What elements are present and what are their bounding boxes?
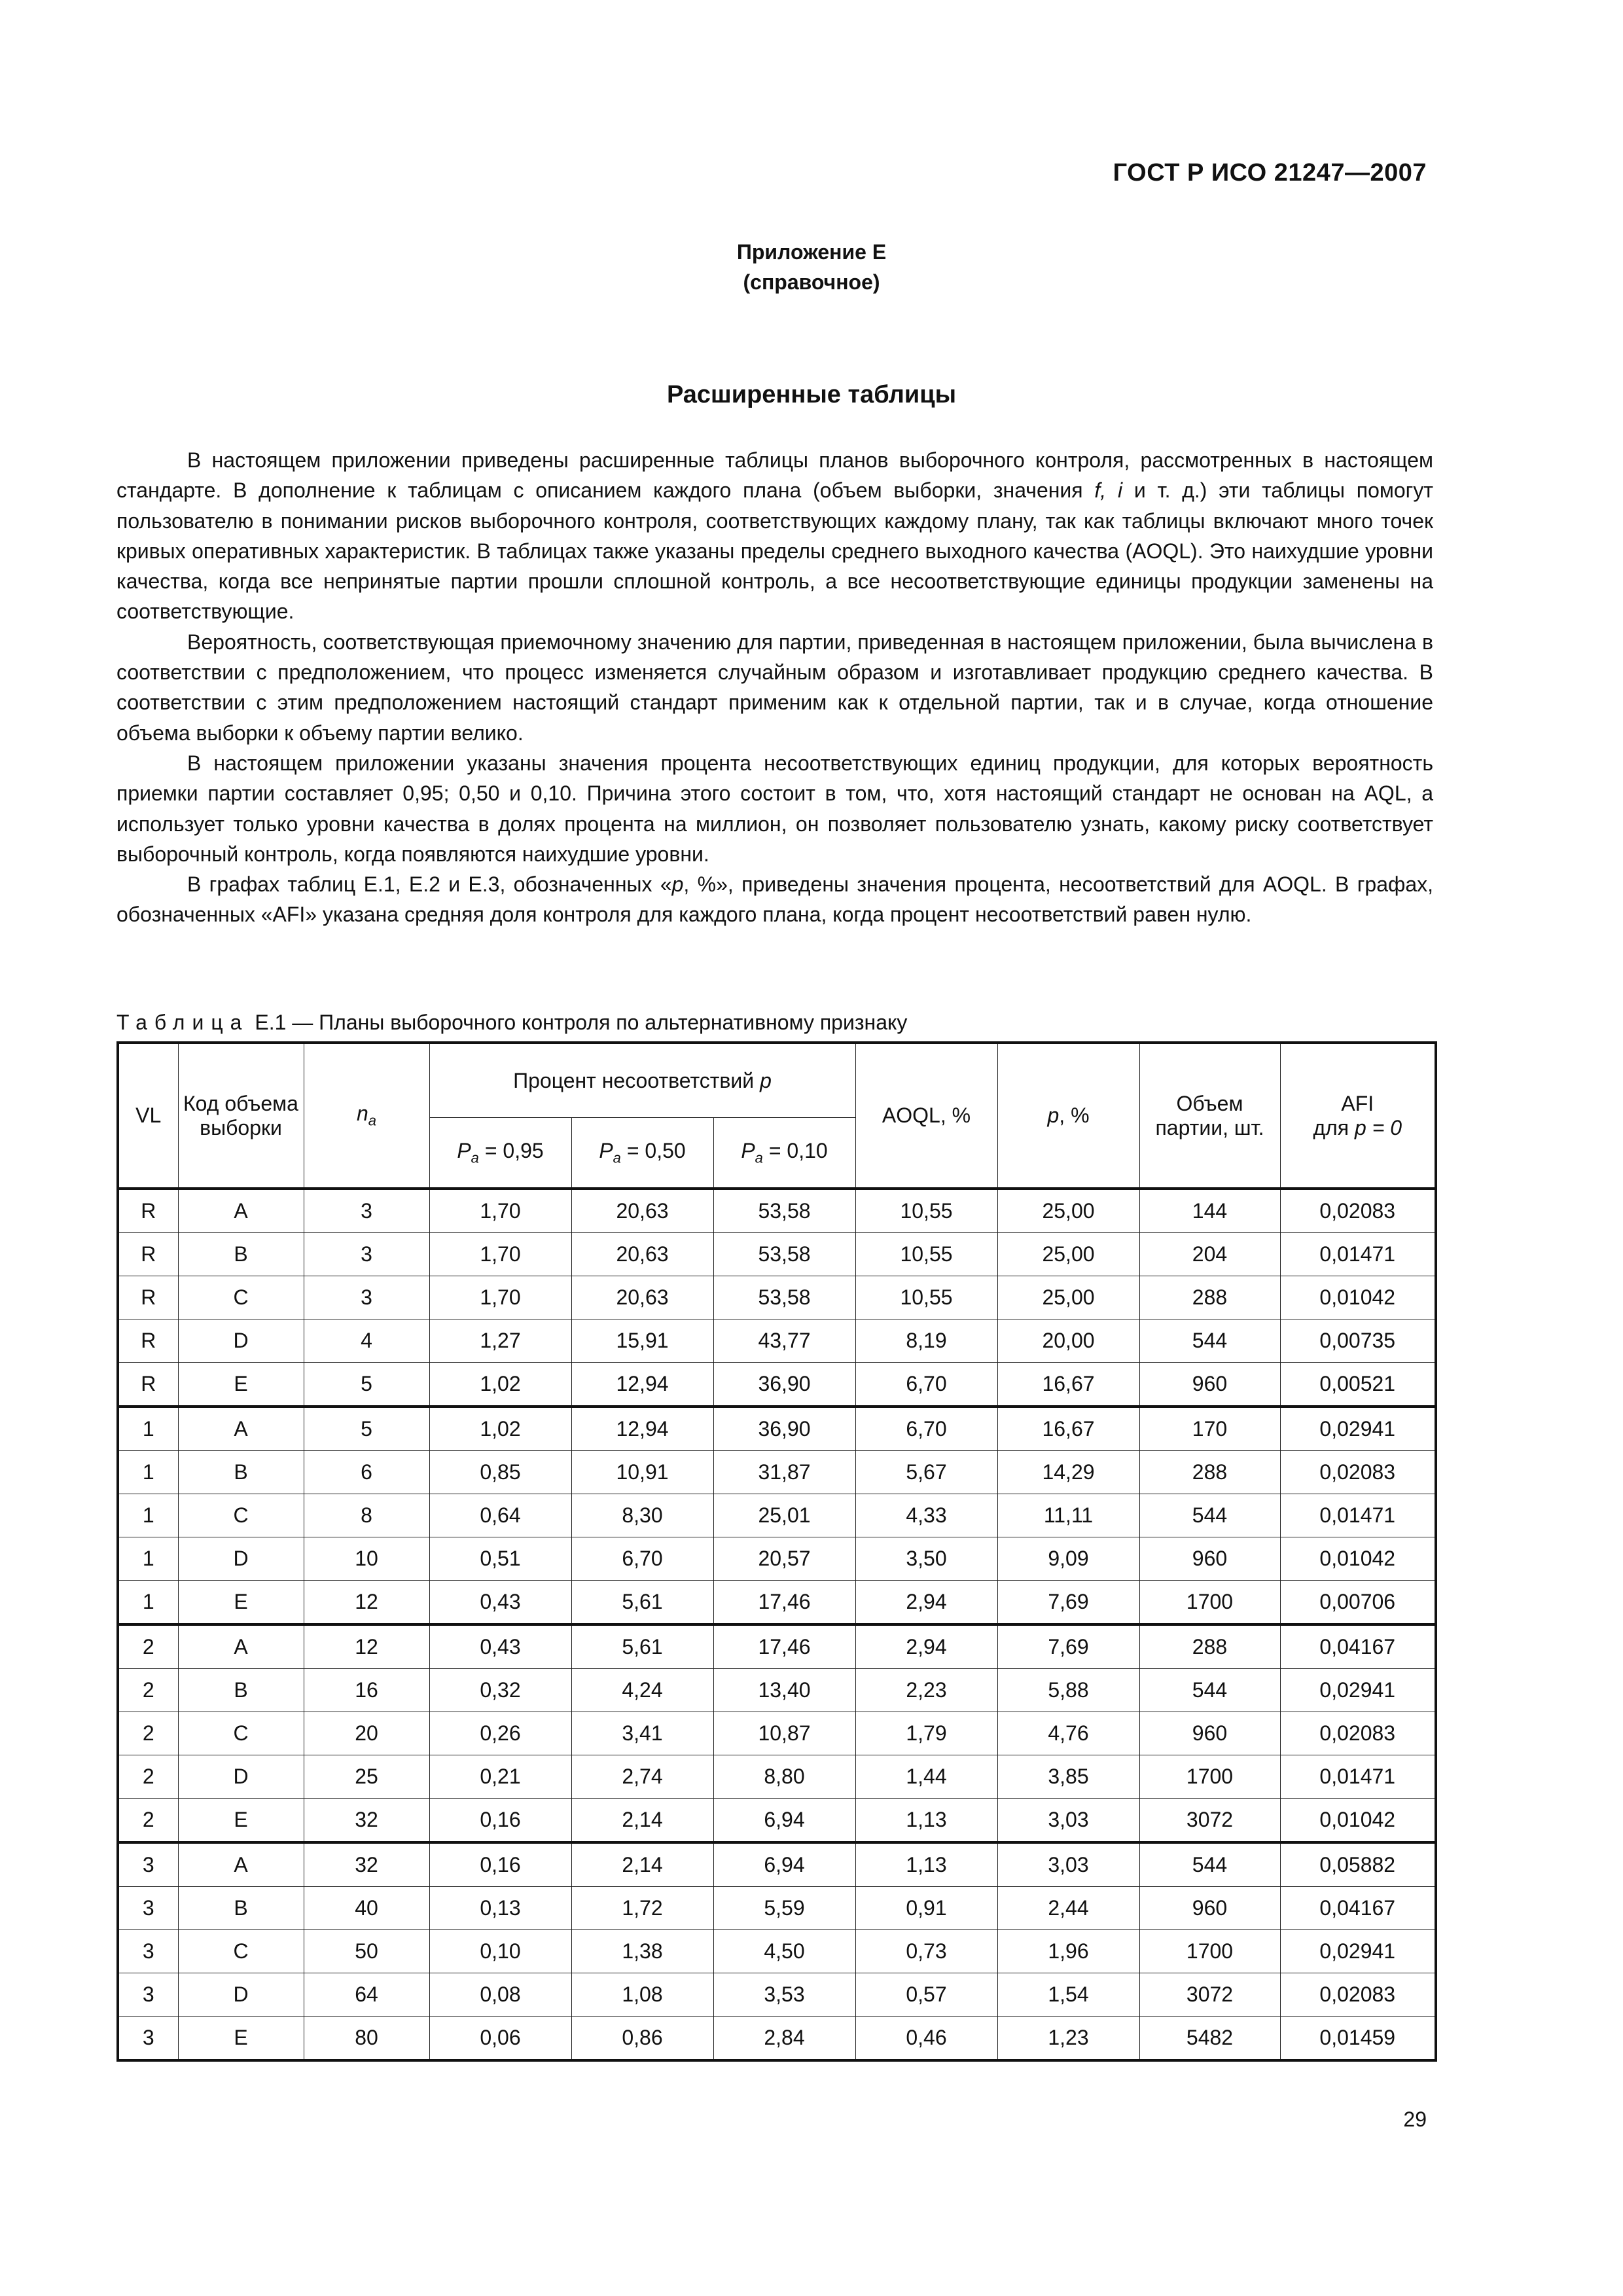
table-cell: 0,01471 [1280, 1494, 1436, 1537]
table-cell: 3 [304, 1233, 429, 1276]
table-cell: 1,44 [855, 1755, 997, 1799]
table-cell: 1700 [1139, 1930, 1280, 1973]
header-p-var: p [1047, 1103, 1060, 1127]
table-cell: 3 [118, 1887, 178, 1930]
table-cell: 36,90 [713, 1407, 855, 1451]
table-cell: 6,94 [713, 1842, 855, 1887]
table-cell: 3,50 [855, 1537, 997, 1581]
table-cell: 204 [1139, 1233, 1280, 1276]
header-pa-main: P [741, 1138, 755, 1162]
table-cell: 10,55 [855, 1233, 997, 1276]
table-cell: 0,10 [429, 1930, 571, 1973]
table-cell: 544 [1139, 1669, 1280, 1712]
table-cell: 1,08 [571, 1973, 713, 2017]
table-row [118, 1799, 1436, 1843]
paragraph-italic: p [671, 872, 684, 897]
table-cell: 544 [1139, 1494, 1280, 1537]
table-cell: 12 [304, 1581, 429, 1625]
table-cell: 1,79 [855, 1712, 997, 1755]
table-row [118, 1669, 1436, 1712]
table-cell: 53,58 [713, 1189, 855, 1233]
page-number: 29 [1403, 2108, 1427, 2131]
table-cell: 0,51 [429, 1537, 571, 1581]
table-cell: 1,70 [429, 1233, 571, 1276]
table-cell: 32 [304, 1799, 429, 1843]
table-cell: B [178, 1887, 304, 1930]
annex-heading [0, 237, 1623, 297]
table-cell: 25,00 [997, 1189, 1139, 1233]
table-cell: 10 [304, 1537, 429, 1581]
table-row [118, 1407, 1436, 1451]
table-cell: 1,23 [997, 2017, 1139, 2061]
table-cell: 0,06 [429, 2017, 571, 2061]
table-row [118, 1842, 1436, 1887]
table-cell: 2,14 [571, 1799, 713, 1843]
table-row [118, 1581, 1436, 1625]
table-cell: 3,41 [571, 1712, 713, 1755]
table-cell: 0,02083 [1280, 1189, 1436, 1233]
table-cell: 1,72 [571, 1887, 713, 1930]
table-cell: 0,02941 [1280, 1407, 1436, 1451]
table-cell: 43,77 [713, 1319, 855, 1363]
table-cell: 0,91 [855, 1887, 997, 1930]
table-cell: 25,01 [713, 1494, 855, 1537]
table-cell: E [178, 1363, 304, 1407]
header-p-rest: , % [1059, 1103, 1090, 1127]
table-cell: 3 [304, 1189, 429, 1233]
table-cell: 2 [118, 1624, 178, 1669]
table-cell: 0,02941 [1280, 1669, 1436, 1712]
header-pa-050 [571, 1118, 713, 1189]
table-cell: 10,91 [571, 1451, 713, 1494]
table-cell: 0,02083 [1280, 1451, 1436, 1494]
table-cell: 0,04167 [1280, 1887, 1436, 1930]
table-cell: 170 [1139, 1407, 1280, 1451]
table-cell: 0,26 [429, 1712, 571, 1755]
header-pa-value: = 0,50 [620, 1138, 686, 1162]
table-cell: 2,44 [997, 1887, 1139, 1930]
paragraph-italic: f, i [1094, 478, 1123, 503]
document-code: ГОСТ Р ИСО 21247—2007 [1113, 159, 1427, 187]
table-cell: 0,43 [429, 1624, 571, 1669]
paragraph [116, 445, 1433, 627]
table-cell: 3 [118, 2017, 178, 2061]
table-cell: 1,02 [429, 1407, 571, 1451]
paragraph-text: В настоящем приложении приведены расширенные таблицы планов выборочного контроля, рассмотренных в настоящем стандарте. В дополнение к таблицам с описанием каждого плана (объем выборки, значения [116, 448, 1433, 503]
table-cell: 0,00521 [1280, 1363, 1436, 1407]
table-cell: B [178, 1669, 304, 1712]
table-row [118, 1363, 1436, 1407]
table-cell: R [118, 1189, 178, 1233]
table-cell: C [178, 1276, 304, 1319]
table-cell: 53,58 [713, 1276, 855, 1319]
table-cell: D [178, 1973, 304, 2017]
paragraph [116, 627, 1433, 748]
table-row [118, 1624, 1436, 1669]
table-cell: 0,00735 [1280, 1319, 1436, 1363]
table-cell: 12,94 [571, 1363, 713, 1407]
paragraph-text: В графах таблиц Е.1, Е.2 и Е.3, обозначенных « [187, 872, 672, 897]
table-cell: 20,57 [713, 1537, 855, 1581]
table-cell: 0,02083 [1280, 1973, 1436, 2017]
table-row [118, 1887, 1436, 1930]
table-row [118, 1494, 1436, 1537]
table-cell: 144 [1139, 1189, 1280, 1233]
table-cell: 1,13 [855, 1842, 997, 1887]
table-cell: 5,67 [855, 1451, 997, 1494]
paragraph-text: , %», приведены значения процента, несоответствий для AOQL. В графах, обозначенных «AFI» указана средняя доля контроля для каждого плана, когда процент несоответствий равен нулю. [116, 872, 1434, 927]
header-na-main: n [356, 1102, 368, 1126]
table-cell: 1,54 [997, 1973, 1139, 2017]
table-cell: 5 [304, 1363, 429, 1407]
table-cell: 3 [304, 1276, 429, 1319]
table-cell: 1 [118, 1407, 178, 1451]
header-na [304, 1043, 429, 1189]
table-cell: 0,05882 [1280, 1842, 1436, 1887]
table-cell: 0,13 [429, 1887, 571, 1930]
table-cell: 0,21 [429, 1755, 571, 1799]
table-cell: 20,63 [571, 1189, 713, 1233]
table-cell: 1,27 [429, 1319, 571, 1363]
table-cell: 5,59 [713, 1887, 855, 1930]
table-row [118, 1973, 1436, 2017]
table-cell: 11,11 [997, 1494, 1139, 1537]
header-na-sub: a [368, 1112, 377, 1129]
table-cell: 1 [118, 1451, 178, 1494]
table-cell: 2,23 [855, 1669, 997, 1712]
table-cell: 12,94 [571, 1407, 713, 1451]
table-cell: 15,91 [571, 1319, 713, 1363]
table-cell: 31,87 [713, 1451, 855, 1494]
header-percent-text: Процент несоответствий [513, 1068, 755, 1092]
table-cell: 4,33 [855, 1494, 997, 1537]
table-cell: 5482 [1139, 2017, 1280, 2061]
table-cell: 3 [118, 1842, 178, 1887]
table-cell: 3 [118, 1973, 178, 2017]
table-cell: 2 [118, 1755, 178, 1799]
header-afi-sub: для [1313, 1115, 1355, 1139]
table-cell: 960 [1139, 1537, 1280, 1581]
table-cell: 1 [118, 1494, 178, 1537]
table-cell: 7,69 [997, 1624, 1139, 1669]
table-cell: 10,87 [713, 1712, 855, 1755]
table-cell: 6,70 [571, 1537, 713, 1581]
header-pa-main: P [599, 1138, 613, 1162]
header-vl: VL [118, 1043, 178, 1189]
table-row [118, 1233, 1436, 1276]
table-cell: 1,02 [429, 1363, 571, 1407]
table-cell: 0,01042 [1280, 1537, 1436, 1581]
table-cell: 1 [118, 1581, 178, 1625]
table-cell: 25 [304, 1755, 429, 1799]
table-cell: 17,46 [713, 1581, 855, 1625]
table-cell: 544 [1139, 1319, 1280, 1363]
table-cell: 1,70 [429, 1276, 571, 1319]
section-title: Расширенные таблицы [666, 381, 957, 408]
table-cell: 0,32 [429, 1669, 571, 1712]
table-cell: A [178, 1189, 304, 1233]
table-cell: 6,70 [855, 1407, 997, 1451]
table-cell: 288 [1139, 1276, 1280, 1319]
header-pa-010 [713, 1118, 855, 1189]
header-percent-group [429, 1043, 855, 1118]
header-pa-sub: a [471, 1149, 479, 1166]
header-p-percent [997, 1043, 1139, 1189]
table-cell: 17,46 [713, 1624, 855, 1669]
table-row [118, 1930, 1436, 1973]
table-cell: 0,57 [855, 1973, 997, 2017]
table-cell: 5 [304, 1407, 429, 1451]
table-cell: 13,40 [713, 1669, 855, 1712]
table-cell: 3,03 [997, 1799, 1139, 1843]
table-cell: 20 [304, 1712, 429, 1755]
table-cell: 6,70 [855, 1363, 997, 1407]
table-cell: 14,29 [997, 1451, 1139, 1494]
header-pa-sub: a [755, 1149, 763, 1166]
table-cell: C [178, 1930, 304, 1973]
table-cell: 6,94 [713, 1799, 855, 1843]
table-cell: 0,02941 [1280, 1930, 1436, 1973]
table-cell: 0,01471 [1280, 1233, 1436, 1276]
table-cell: 10,55 [855, 1189, 997, 1233]
table-cell: 50 [304, 1930, 429, 1973]
table-cell: R [118, 1276, 178, 1319]
table-cell: A [178, 1407, 304, 1451]
table-cell: 4,50 [713, 1930, 855, 1973]
table-cell: 20,63 [571, 1233, 713, 1276]
table-row [118, 1276, 1436, 1319]
table-row [118, 1537, 1436, 1581]
body-text [116, 445, 1433, 930]
table-cell: E [178, 1581, 304, 1625]
table-cell: 2,94 [855, 1624, 997, 1669]
table-cell: 6 [304, 1451, 429, 1494]
table-caption [116, 1011, 907, 1035]
table-cell: 1,13 [855, 1799, 997, 1843]
table-row [118, 1189, 1436, 1233]
table-cell: 0,08 [429, 1973, 571, 2017]
table-cell: D [178, 1537, 304, 1581]
sampling-plans-table [116, 1041, 1437, 2062]
table-cell: 80 [304, 2017, 429, 2061]
table-cell: 20,63 [571, 1276, 713, 1319]
table-cell: 12 [304, 1624, 429, 1669]
table-cell: 10,55 [855, 1276, 997, 1319]
table-cell: 8,80 [713, 1755, 855, 1799]
table-cell: 0,16 [429, 1842, 571, 1887]
table-cell: 3,85 [997, 1755, 1139, 1799]
table-cell: 1,38 [571, 1930, 713, 1973]
table-cell: B [178, 1233, 304, 1276]
table-cell: 0,85 [429, 1451, 571, 1494]
header-code: Код объема выборки [178, 1043, 304, 1189]
table-cell: 2 [118, 1669, 178, 1712]
table-cell: 7,69 [997, 1581, 1139, 1625]
table-row [118, 2017, 1436, 2061]
annex-type: (справочное) [743, 270, 880, 294]
table-row [118, 1755, 1436, 1799]
table-cell: 0,01471 [1280, 1755, 1436, 1799]
table-cell: C [178, 1494, 304, 1537]
table-cell: R [118, 1319, 178, 1363]
table-cell: 5,88 [997, 1669, 1139, 1712]
table-cell: 25,00 [997, 1233, 1139, 1276]
table-cell: 1700 [1139, 1581, 1280, 1625]
table-cell: 32 [304, 1842, 429, 1887]
table-cell: 288 [1139, 1624, 1280, 1669]
table-cell: 3072 [1139, 1799, 1280, 1843]
table-cell: 0,64 [429, 1494, 571, 1537]
table-cell: 0,01042 [1280, 1276, 1436, 1319]
table-cell: 9,09 [997, 1537, 1139, 1581]
table-cell: 0,02083 [1280, 1712, 1436, 1755]
paragraph [116, 748, 1433, 869]
table-cell: 3 [118, 1930, 178, 1973]
table-cell: 8 [304, 1494, 429, 1537]
table-cell: 0,00706 [1280, 1581, 1436, 1625]
table-cell: 1 [118, 1537, 178, 1581]
table-row [118, 1319, 1436, 1363]
table-cell: 1700 [1139, 1755, 1280, 1799]
header-percent-var: p [760, 1068, 772, 1092]
table-cell: 4,76 [997, 1712, 1139, 1755]
table-body [118, 1189, 1436, 2060]
paragraph-text: и т. д.) эти таблицы помогут пользователю в понимании рисков выборочного контроля, соответствующих каждому плану, так как таблицы включают много точек кривых оперативных характеристик. В таблицах также указаны пределы среднего выходного качества (AOQL). Это наихудшие уровни качества, когда все непринятые партии прошли сплошной контроль, а все несоответствующие единицы продукции заменены на соответствующие. [116, 478, 1434, 624]
table-cell: 36,90 [713, 1363, 855, 1407]
header-pa-value: = 0,95 [478, 1138, 544, 1162]
table-cell: 16 [304, 1669, 429, 1712]
table-cell: 2,14 [571, 1842, 713, 1887]
annex-label: Приложение Е [736, 240, 887, 264]
table-cell: 20,00 [997, 1319, 1139, 1363]
table-cell: 40 [304, 1887, 429, 1930]
table-caption-text: Е.1 — Планы выборочного контроля по альтернативному признаку [249, 1011, 908, 1034]
table-cell: 1,96 [997, 1930, 1139, 1973]
table-cell: 0,43 [429, 1581, 571, 1625]
table-cell: 2,74 [571, 1755, 713, 1799]
table-cell: 1,70 [429, 1189, 571, 1233]
table-cell: E [178, 1799, 304, 1843]
header-pa-095 [429, 1118, 571, 1189]
table-cell: 960 [1139, 1712, 1280, 1755]
table-cell: 3072 [1139, 1973, 1280, 2017]
table-cell: 53,58 [713, 1233, 855, 1276]
table-row [118, 1712, 1436, 1755]
table-cell: 0,16 [429, 1799, 571, 1843]
header-aoql: AOQL, % [855, 1043, 997, 1189]
table-cell: 3,53 [713, 1973, 855, 2017]
table-cell: 0,46 [855, 2017, 997, 2061]
table-cell: 0,01459 [1280, 2017, 1436, 2061]
table-cell: 3,03 [997, 1842, 1139, 1887]
header-afi-label: AFI [1341, 1091, 1374, 1115]
table-cell: 2 [118, 1712, 178, 1755]
paragraph-text: Вероятность, соответствующая приемочному значению для партии, приведенная в настоящем приложении, была вычислена в соответствии с предположением, что процесс изменяется случайным образом и изготавливает продукцию среднего качества. В соответствии с этим предположением настоящий стандарт применим как к отдельной партии, так и в случае, когда отношение объема выборки к объему партии велико. [116, 630, 1433, 745]
table-cell: 2 [118, 1799, 178, 1843]
table-cell: 0,73 [855, 1930, 997, 1973]
table-cell: D [178, 1755, 304, 1799]
table-cell: 0,01042 [1280, 1799, 1436, 1843]
table-cell: E [178, 2017, 304, 2061]
table-cell: 16,67 [997, 1363, 1139, 1407]
table-cell: 544 [1139, 1842, 1280, 1887]
table-cell: 64 [304, 1973, 429, 2017]
table-row [118, 1451, 1436, 1494]
table-cell: C [178, 1712, 304, 1755]
table-cell: 4,24 [571, 1669, 713, 1712]
table-cell: 960 [1139, 1363, 1280, 1407]
table-cell: 0,86 [571, 2017, 713, 2061]
header-lot-size: Объем партии, шт. [1139, 1043, 1280, 1189]
table-cell: 16,67 [997, 1407, 1139, 1451]
header-afi [1280, 1043, 1436, 1189]
paragraph [116, 869, 1433, 930]
table-cell: 0,04167 [1280, 1624, 1436, 1669]
table-cell: 2,84 [713, 2017, 855, 2061]
table-cell: A [178, 1842, 304, 1887]
header-pa-main: P [457, 1138, 471, 1162]
table-cell: 5,61 [571, 1624, 713, 1669]
header-pa-value: = 0,10 [762, 1138, 828, 1162]
table-cell: B [178, 1451, 304, 1494]
table-cell: 8,19 [855, 1319, 997, 1363]
table-cell: R [118, 1363, 178, 1407]
table-cell: 288 [1139, 1451, 1280, 1494]
table-cell: 2,94 [855, 1581, 997, 1625]
table-cell: 5,61 [571, 1581, 713, 1625]
header-pa-sub: a [613, 1149, 621, 1166]
table-cell: A [178, 1624, 304, 1669]
header-afi-var: p = 0 [1355, 1115, 1402, 1139]
paragraph-text: В настоящем приложении указаны значения процента несоответствующих единиц продукции, для которых вероятность приемки партии составляет 0,95; 0,50 и 0,10. Причина этого состоит в том, что, хотя настоящий стандарт не основан на AQL, а использует только уровни качества в долях процента на миллион, он позволяет пользователю узнать, какому риску соответствует выборочный контроль, когда появляются наихудшие уровни. [116, 751, 1433, 866]
table-cell: 8,30 [571, 1494, 713, 1537]
table-caption-prefix: Таблица [116, 1011, 249, 1034]
table-cell: 960 [1139, 1887, 1280, 1930]
table-cell: 4 [304, 1319, 429, 1363]
table-cell: 25,00 [997, 1276, 1139, 1319]
table-cell: D [178, 1319, 304, 1363]
table-cell: R [118, 1233, 178, 1276]
